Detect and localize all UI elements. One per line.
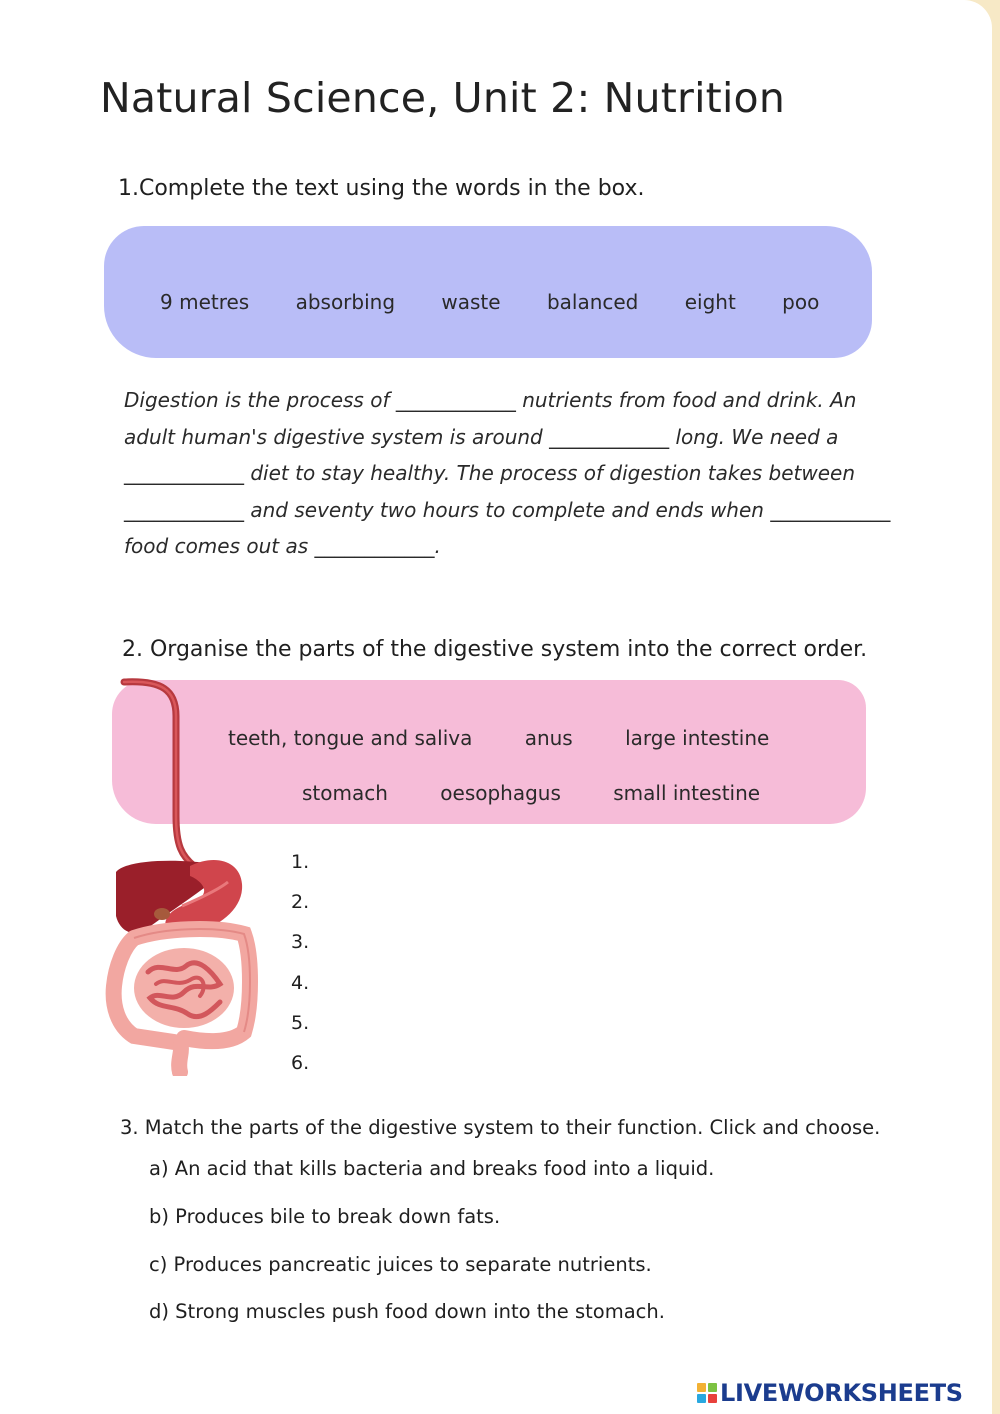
order-answer-number: 4.	[291, 971, 310, 994]
liveworksheets-logo[interactable]	[697, 1379, 963, 1407]
order-answer-number: 1.	[291, 851, 310, 873]
cloze-line: Digestion is the process of ____________ nutrients from food and drink. An	[124, 388, 857, 412]
order-answer-number: 3.	[291, 931, 310, 954]
parts-bank-item: oesophagus	[440, 781, 561, 805]
parts-bank-item: stomach	[302, 781, 388, 805]
order-answer-number: 2.	[291, 891, 310, 914]
parts-bank-item: small intestine	[613, 781, 761, 805]
word-bank-box	[104, 226, 872, 358]
parts-bank-row	[302, 781, 806, 805]
order-answer-number: 5.	[291, 1011, 310, 1034]
liveworksheets-logo-icon	[697, 1383, 717, 1403]
cloze-line: ____________ diet to stay healthy. The process of digestion takes between	[124, 461, 855, 485]
word-bank-item: poo	[782, 290, 820, 314]
cloze-line: adult human's digestive system is around ____________ long. We need a	[124, 424, 839, 449]
match-item-d: d) Strong muscles push food down into the stomach.	[149, 1300, 665, 1323]
parts-bank-item: teeth, tongue and saliva	[228, 726, 473, 750]
question-2-heading: 2. Organise the parts of the digestive system into the correct order.	[122, 637, 868, 662]
parts-bank-item: large intestine	[625, 726, 770, 750]
question-1-heading: 1.Complete the text using the words in the box.	[118, 176, 645, 201]
parts-bank-item: anus	[524, 726, 573, 750]
question-3-heading: 3. Match the parts of the digestive system to their function. Click and choose.	[120, 1116, 881, 1139]
word-bank-item: waste	[441, 290, 501, 314]
cloze-paragraph	[124, 382, 904, 565]
digestive-system-illustration	[104, 676, 264, 1076]
page-title: Natural Science, Unit 2: Nutrition	[100, 74, 786, 122]
match-item-c: c) Produces pancreatic juices to separate nutrients.	[149, 1253, 652, 1276]
brand-name: LIVEWORKSHEETS	[720, 1379, 963, 1407]
word-bank-item: eight	[684, 290, 736, 314]
word-bank-item: balanced	[546, 290, 639, 314]
parts-bank-row	[228, 726, 815, 750]
cloze-line: ____________ and seventy two hours to complete and ends when ____________	[124, 497, 891, 522]
match-item-b: b) Produces bile to break down fats.	[149, 1205, 501, 1228]
match-item-a: a) An acid that kills bacteria and breaks food into a liquid.	[149, 1157, 715, 1180]
word-bank-item: 9 metres	[160, 290, 250, 314]
order-answer-number: 6.	[291, 1052, 310, 1075]
word-bank-item: absorbing	[295, 290, 396, 314]
order-answer-list	[291, 842, 309, 1083]
word-bank	[160, 290, 859, 314]
cloze-line: food comes out as ____________.	[124, 534, 441, 558]
